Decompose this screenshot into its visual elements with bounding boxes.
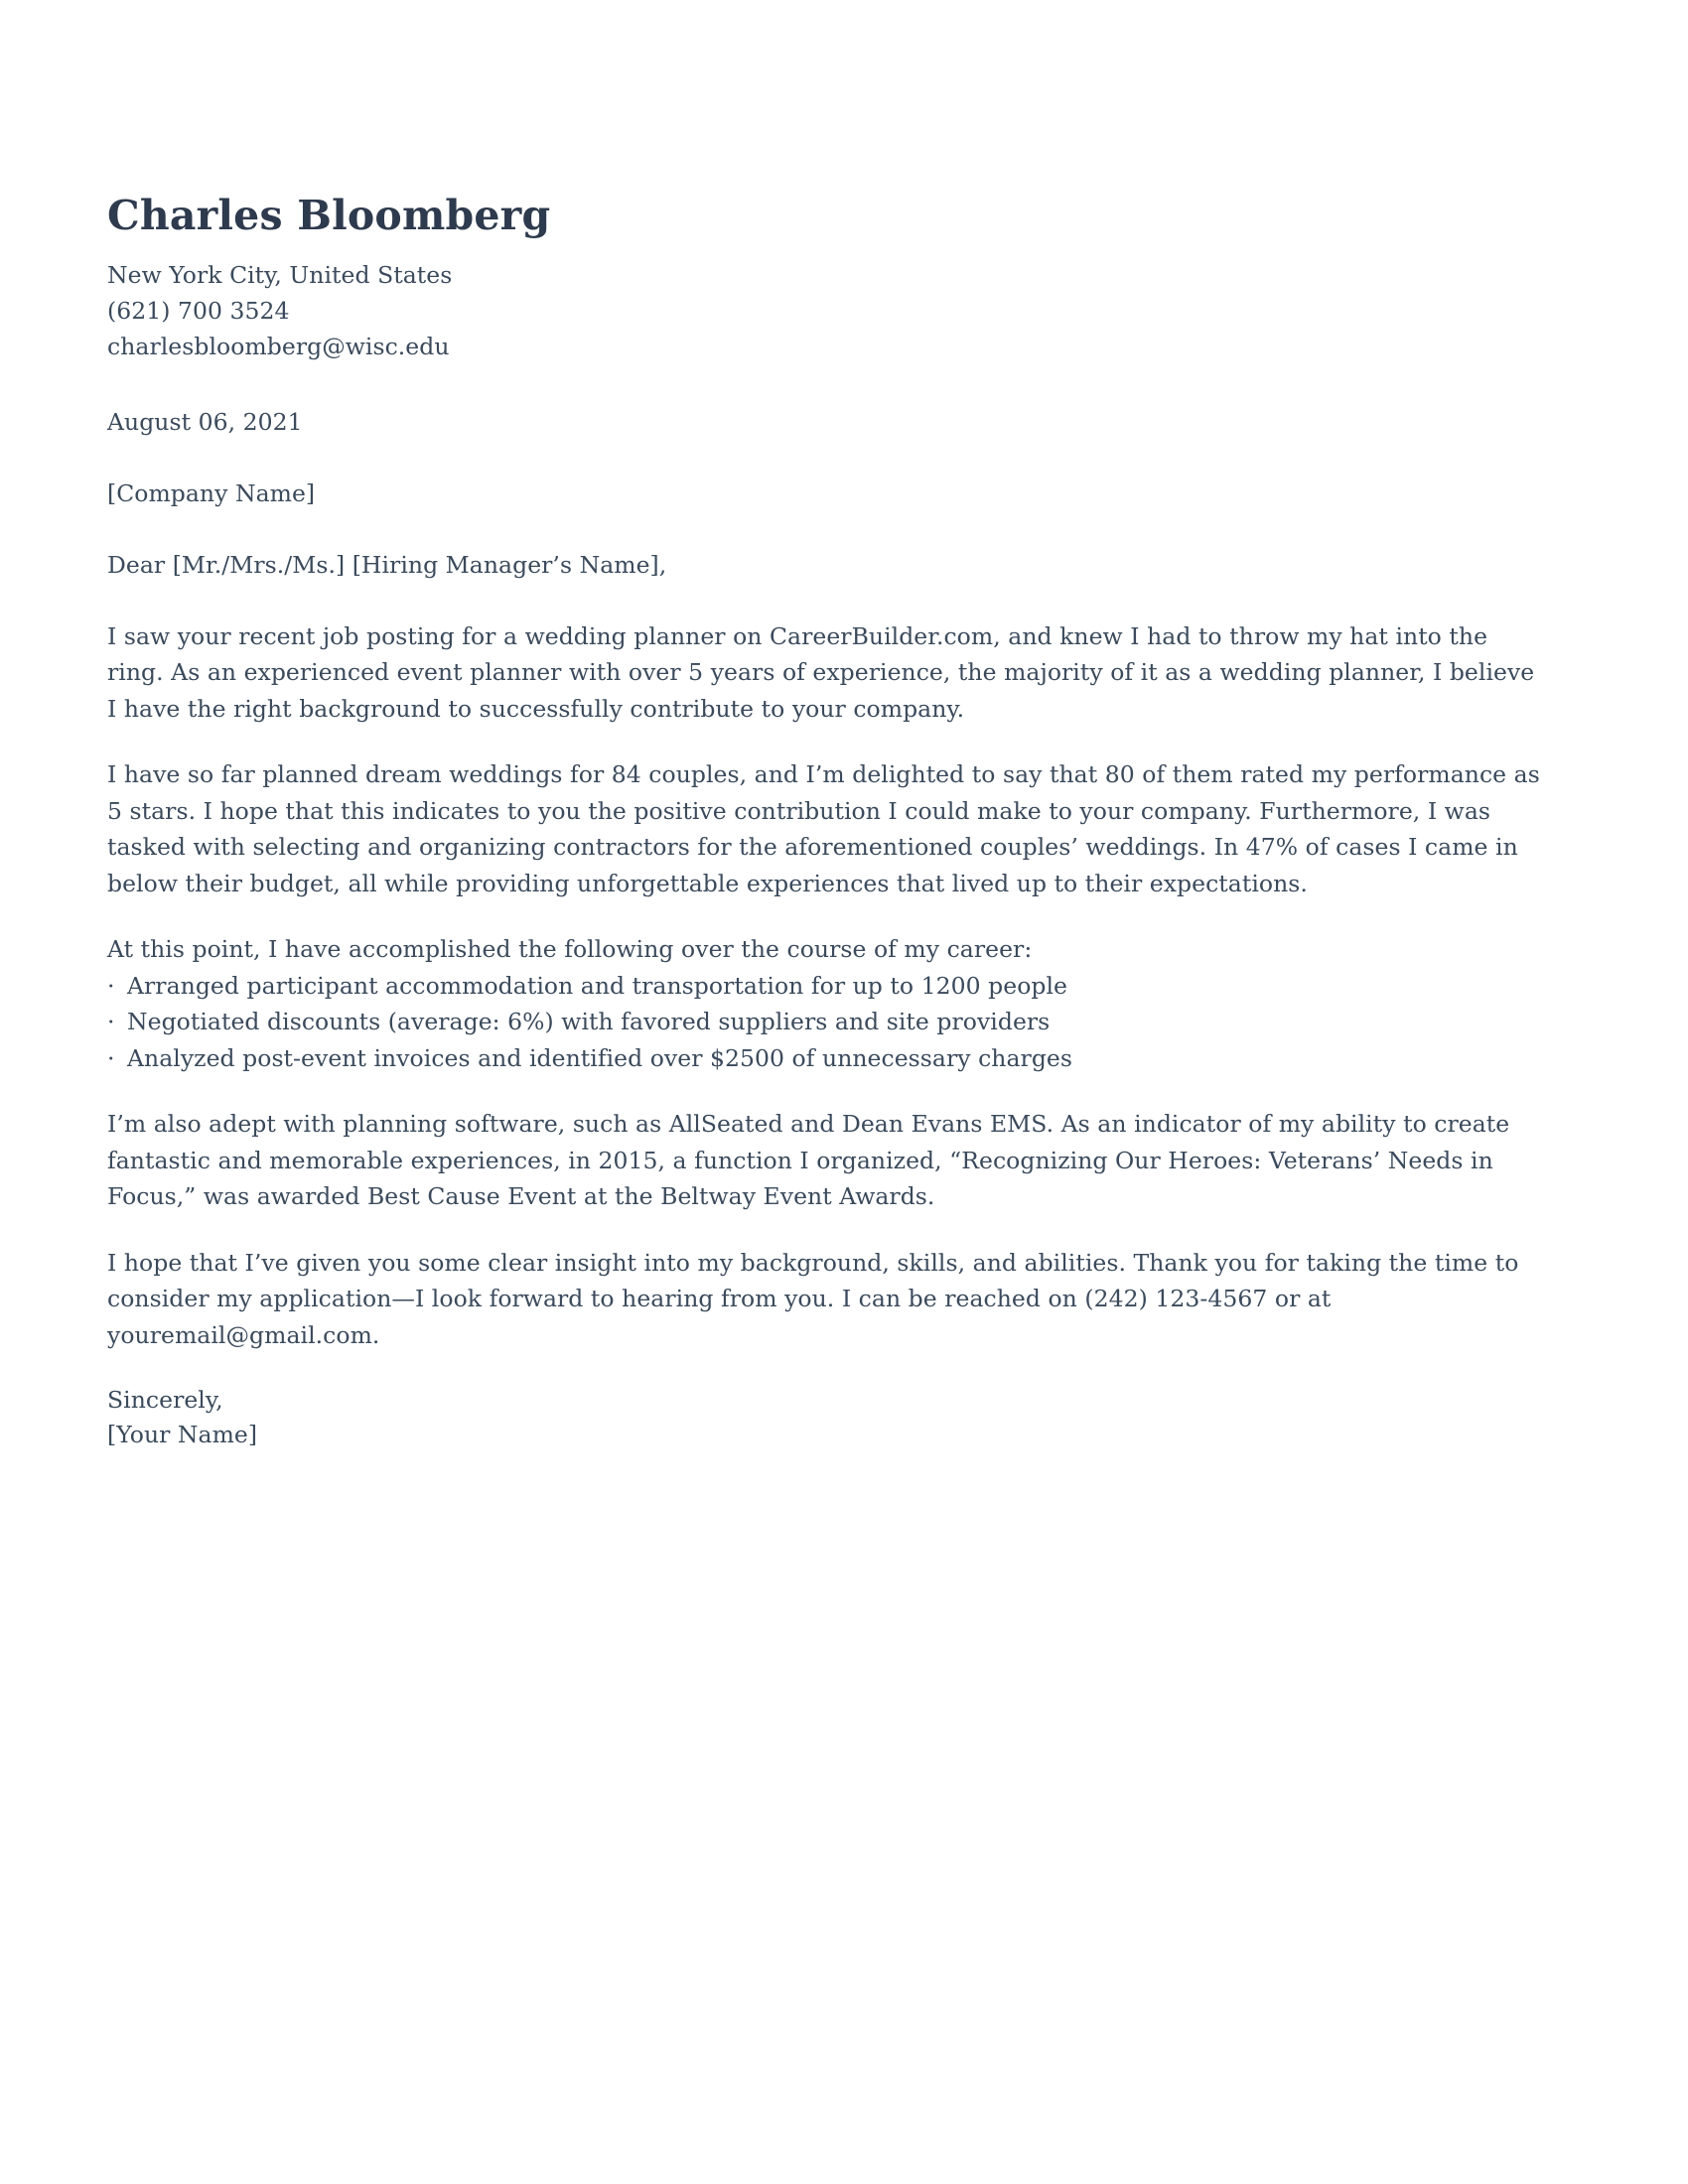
applicant-email: charlesbloomberg@wisc.edu	[107, 332, 450, 360]
list-item-label: Negotiated discounts (average: 6%) with favored suppliers and site providers	[127, 1008, 1051, 1036]
list-item	[107, 968, 1547, 1005]
spacer	[107, 511, 1547, 547]
applicant-name: Charles Bloomberg	[107, 192, 551, 239]
spacer	[107, 1353, 1547, 1383]
recipient-company: [Company Name]	[107, 478, 316, 507]
spacer	[107, 901, 1547, 931]
bullet-dot-icon: ·	[107, 971, 115, 1000]
bullet-dot-icon: ·	[107, 1008, 115, 1036]
spacer	[107, 1215, 1547, 1245]
list-item	[107, 1004, 1547, 1040]
body-paragraph-1: I saw your recent job posting for a wedding planner on CareerBuilder.com, and knew I had to throw my hat into the ring. As an experienced event planner with over 5 years of experience, the majority of it as a wedding planner, I believe I have the right background to successfully contribute to your company.	[107, 621, 1535, 723]
salutation: Dear [Mr./Mrs./Ms.] [Hiring Manager’s Name],	[107, 550, 667, 579]
spacer	[107, 440, 1547, 476]
list-item-label: Analyzed post-event invoices and identified over $2500 of unnecessary charges	[127, 1043, 1072, 1072]
list-item-label: Arranged participant accommodation and transportation for up to 1200 people	[127, 971, 1068, 1000]
list-item	[107, 1040, 1547, 1077]
spacer	[107, 364, 1547, 404]
signature-name: [Your Name]	[107, 1421, 258, 1449]
body-paragraph-3: I’m also adept with planning software, such as AllSeated and Dean Evans EMS. As an indicator of my ability to create fantastic and memorable experiences, in 2015, a function I organized, “Recognizing Our Heroes: Veterans’ Needs in Focus,” was awarded Best Cause Event at the Beltway Event Awards.	[107, 1110, 1510, 1211]
achievements-intro: At this point, I have accomplished the following over the course of my career:	[107, 935, 1033, 964]
achievements-list	[107, 968, 1547, 1077]
spacer	[107, 583, 1547, 618]
sign-off: Sincerely,	[107, 1386, 223, 1415]
spacer	[107, 1076, 1547, 1106]
letter-date: August 06, 2021	[107, 407, 303, 436]
applicant-phone: (621) 700 3524	[107, 296, 290, 325]
bullet-dot-icon: ·	[107, 1043, 115, 1072]
cover-letter-body	[107, 194, 1547, 1452]
applicant-location: New York City, United States	[107, 260, 453, 289]
spacer	[107, 727, 1547, 756]
letter-header	[107, 194, 1547, 364]
body-paragraph-2: I have so far planned dream weddings for 84 couples, and I’m delighted to say that 80 of them rated my performance as 5 stars. I hope that this indicates to you the positive contribution I could make to your company. Furthermore, I was tasked with selecting and organizing contractors for the aforementioned couples’ weddings. In 47% of cases I came in below their budget, all while providing unforgettable experiences that lived up to their expectations.	[107, 760, 1540, 897]
body-paragraph-4: I hope that I’ve given you some clear insight into my background, skills, and abilities. Thank you for taking the time to consider my application—I look forward to hearing from you. I can be reached on (242) 123-4567 or at youremail@gmail.com.	[107, 1248, 1519, 1349]
letter-closing	[107, 1383, 1547, 1452]
